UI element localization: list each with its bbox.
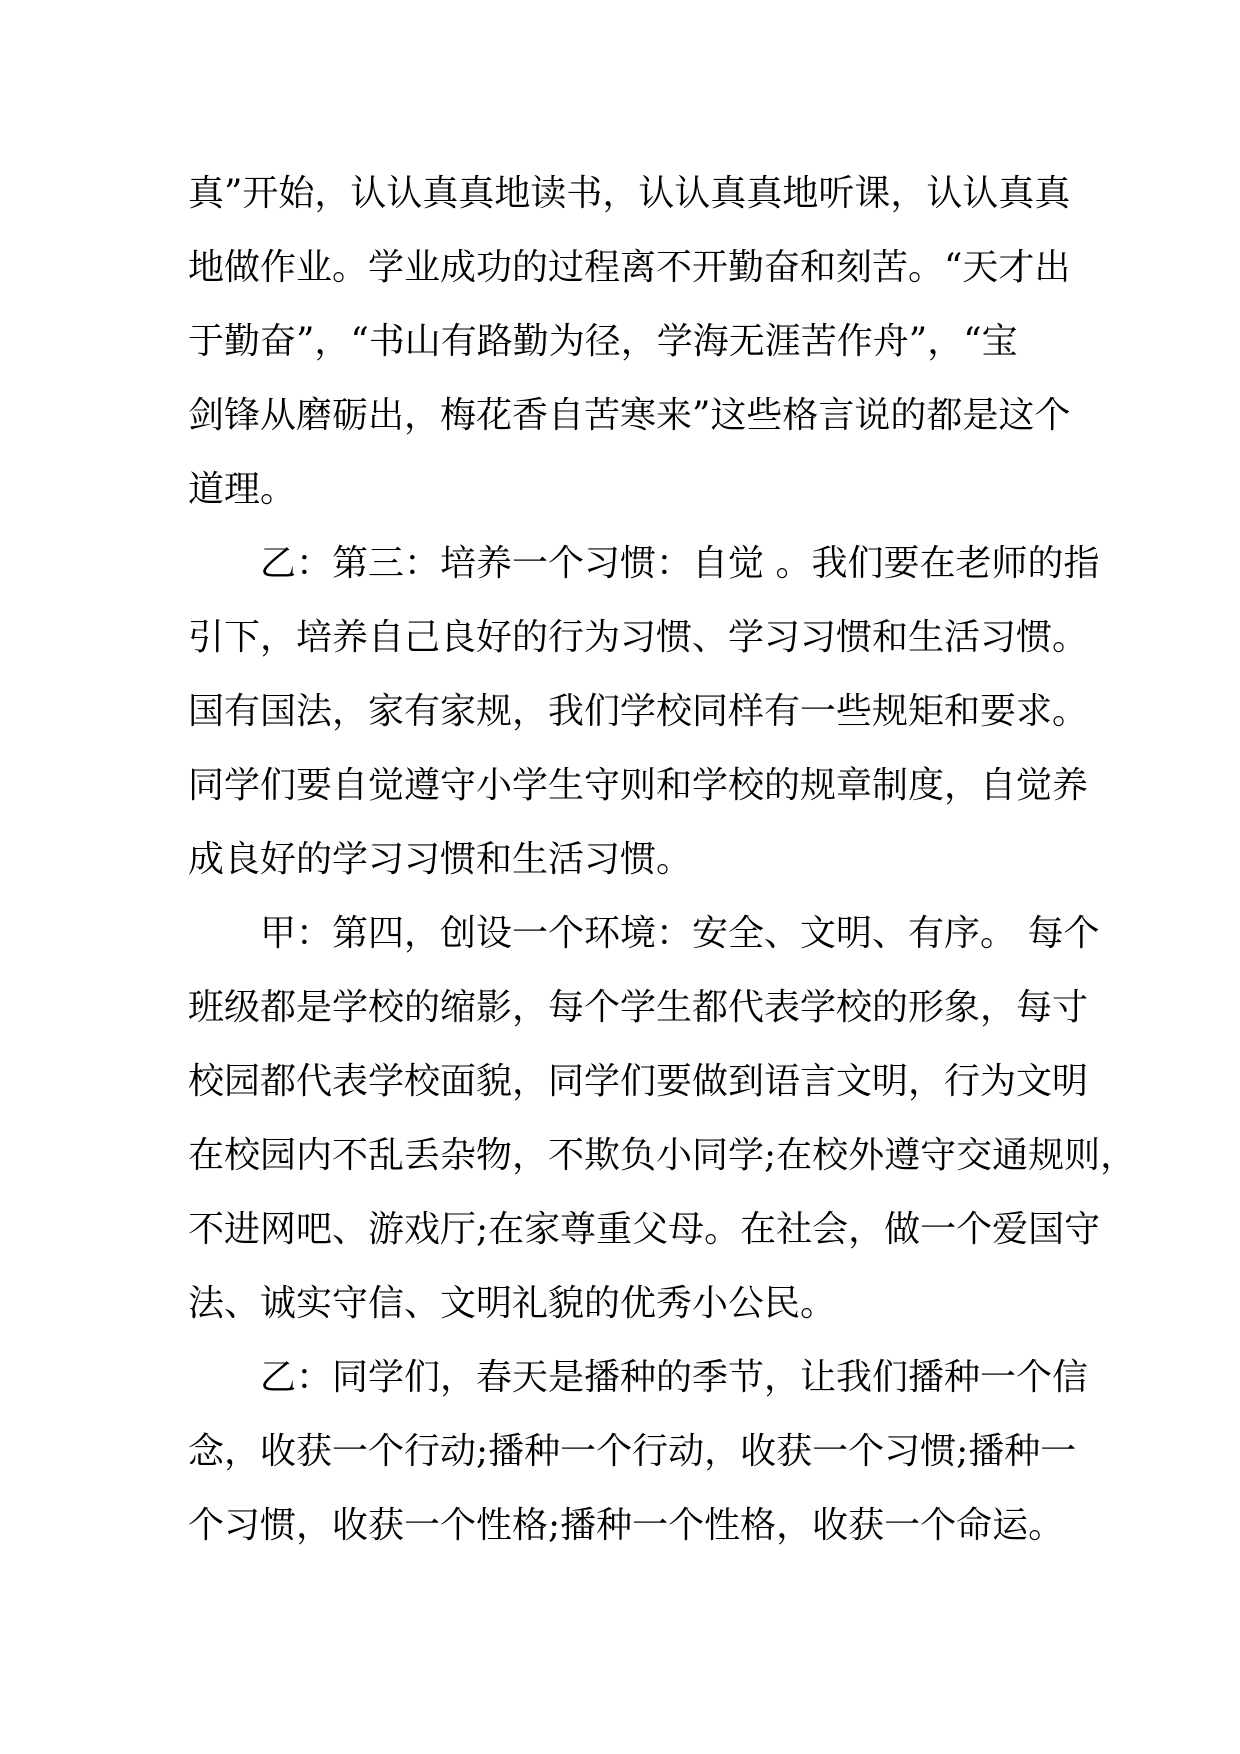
paragraph-yi-third-start: 乙：第三：培养一个习惯：自觉 。我们要在老师的指 [260, 543, 1100, 584]
text-line-18: 念，收获一个行动;播种一个行动，收获一个习惯;播种一 [188, 1431, 1077, 1472]
text-line-5: 道理。 [188, 469, 297, 510]
text-line-14: 在校园内不乱丢杂物，不欺负小同学;在校外遵守交通规则， [188, 1135, 1137, 1176]
text-line-7: 引下，培养自己良好的行为习惯、学习习惯和生活习惯。 [188, 617, 1089, 658]
text-line-16: 法、诚实守信、文明礼貌的优秀小公民。 [188, 1283, 837, 1324]
text-line-8: 国有国法，家有家规，我们学校同样有一些规矩和要求。 [188, 691, 1089, 732]
paragraph-jia-fourth-start: 甲：第四，创设一个环境：安全、文明、有序。 每个 [260, 913, 1100, 954]
text-line-1: 真”开始，认认真真地读书，认认真真地听课，认认真真 [188, 173, 1071, 214]
text-line-15: 不进网吧、游戏厅;在家尊重父母。在社会，做一个爱国守 [188, 1209, 1101, 1250]
text-line-10: 成良好的学习习惯和生活习惯。 [188, 839, 693, 880]
paragraph-yi-spring-start: 乙：同学们，春天是播种的季节，让我们播种一个信 [260, 1357, 1089, 1398]
text-line-4: 剑锋从磨砺出，梅花香自苦寒来”这些格言说的都是这个 [188, 395, 1071, 436]
text-line-13: 校园都代表学校面貌，同学们要做到语言文明，行为文明 [188, 1061, 1089, 1102]
text-line-3: 于勤奋”，“书山有路勤为径，学海无涯苦作舟”，“宝 [188, 321, 1018, 362]
text-line-12: 班级都是学校的缩影，每个学生都代表学校的形象，每寸 [188, 987, 1089, 1028]
text-line-2: 地做作业。学业成功的过程离不开勤奋和刻苦。“天才出 [188, 247, 1071, 288]
text-line-9: 同学们要自觉遵守小学生守则和学校的规章制度，自觉养 [188, 765, 1089, 806]
text-line-19: 个习惯，收获一个性格;播种一个性格，收获一个命运。 [188, 1505, 1065, 1546]
